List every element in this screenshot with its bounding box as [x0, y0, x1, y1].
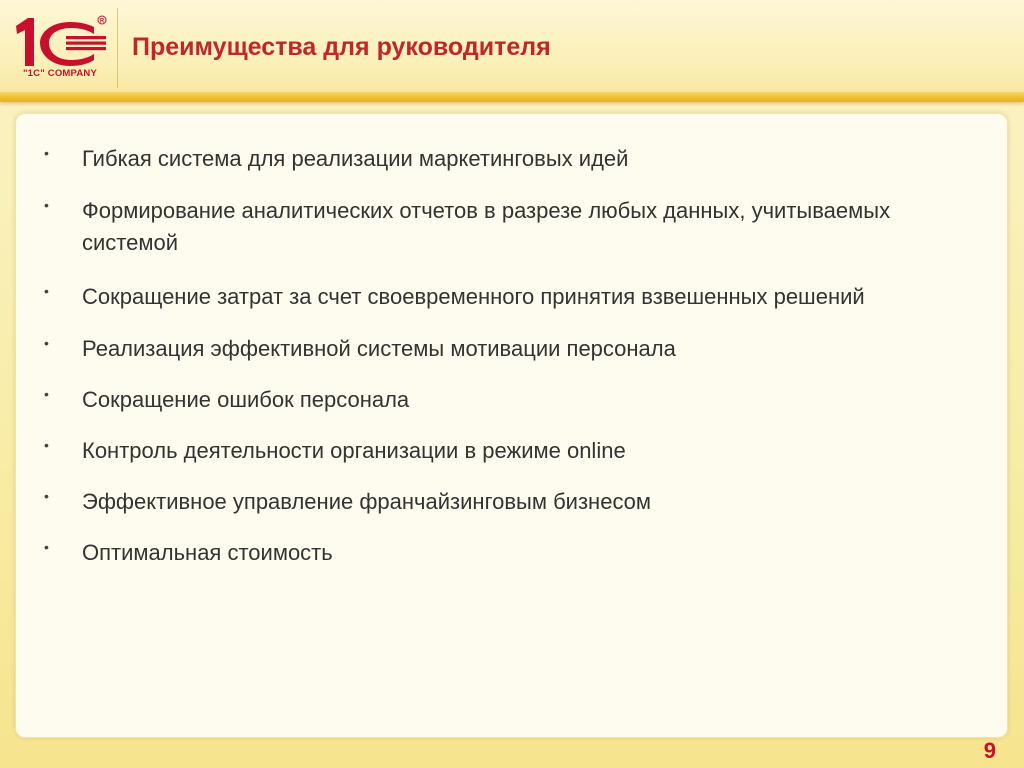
bullet-icon: •: [44, 488, 49, 504]
page-title: Преимущества для руководителя: [132, 33, 551, 61]
page-number: 9: [983, 738, 996, 763]
bullet-icon: •: [44, 539, 49, 555]
bullet-icon: •: [44, 145, 49, 161]
svg-text:R: R: [99, 18, 105, 25]
list-item-text: Эффективное управление франчайзинговым бизнесом: [82, 489, 652, 514]
list-item: [42, 435, 942, 467]
logo-separator: [117, 8, 118, 88]
list-item: [42, 384, 942, 416]
list-item: [42, 281, 942, 313]
bullet-icon: •: [44, 197, 49, 213]
list-item-text: Оптимальная стоимость: [82, 540, 333, 565]
list-item-text: Сокращение затрат за счет своевременного принятия взвешенных решений: [82, 284, 865, 309]
header-divider: [0, 92, 1024, 102]
list-item-text: Контроль деятельности организации в режиме online: [82, 438, 626, 463]
slide-header: [0, 0, 1024, 98]
list-item-text: Реализация эффективной системы мотивации персонала: [82, 336, 676, 361]
bullet-icon: •: [44, 283, 49, 299]
list-item: [42, 537, 942, 569]
advantages-list: [42, 143, 942, 569]
list-item: [42, 143, 942, 175]
list-item: [42, 195, 942, 259]
logo-company-text: "1C" COMPANY: [22, 68, 98, 79]
bullet-icon: •: [44, 437, 49, 453]
list-item: [42, 486, 942, 518]
list-item-text: Формирование аналитических отчетов в разрезе любых данных, учитываемых системой: [82, 198, 891, 255]
list-item-text: Сокращение ошибок персонала: [82, 387, 410, 412]
list-item-text: Гибкая система для реализации маркетинговых идей: [82, 146, 629, 171]
bullet-icon: •: [44, 335, 49, 351]
list-item: [42, 333, 942, 365]
bullet-icon: •: [44, 386, 49, 402]
